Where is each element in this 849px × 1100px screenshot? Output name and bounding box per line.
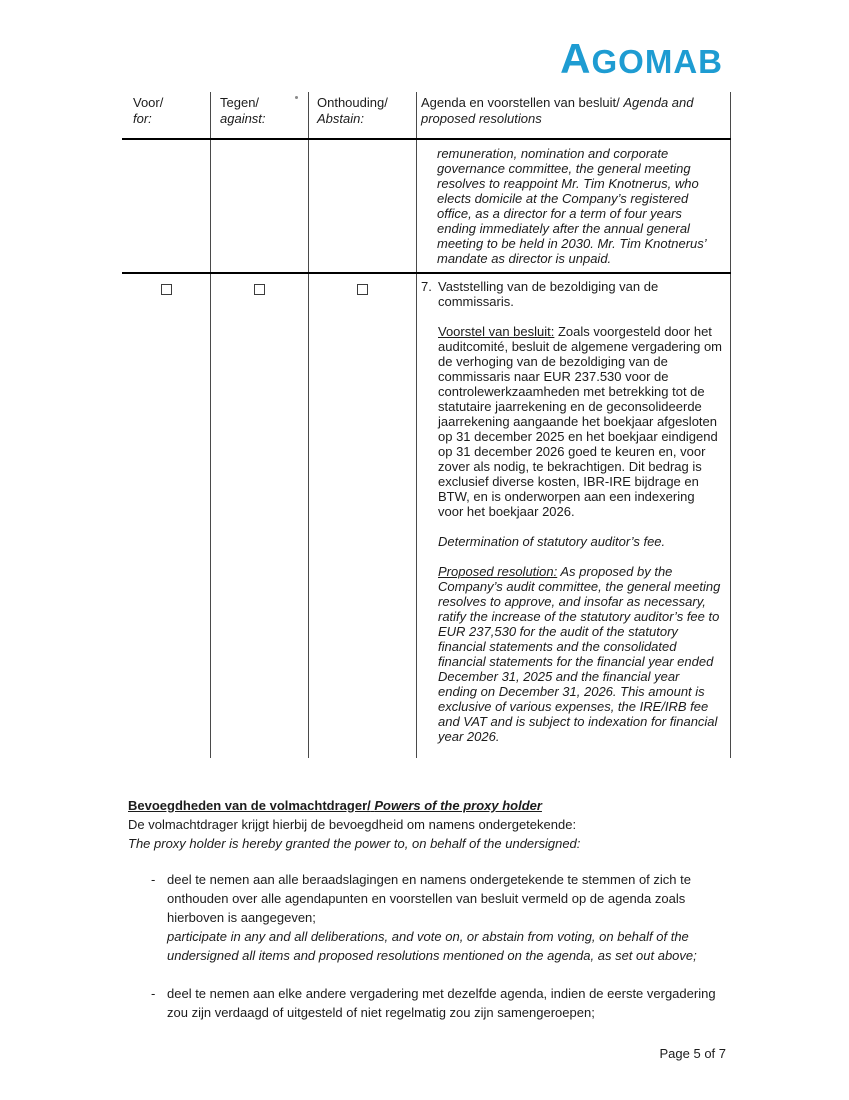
header-agenda-nl: Agenda en voorstellen van besluit/ [421, 95, 620, 110]
table-header-row [122, 92, 731, 140]
item7-proposal-en [438, 564, 722, 744]
header-tegen-en: against: [220, 111, 266, 126]
item6-continuation-text: remuneration, nomination and corporate governance committee, the general meeting resolves to reappoint Mr. Tim Knotnerus, who elects domicile at the Company’s registered office, as a director for a term of four years ending immediately after the annual general meeting to be held in 2030. Mr. Tim Knotnerus’ mandate as director is unpaid. [417, 140, 731, 272]
bullet-dash: - [151, 872, 156, 887]
powers-heading-en: Powers of the proxy holder [374, 798, 542, 813]
header-onthouding-en: Abstain: [317, 111, 364, 126]
bullet-2-text [167, 984, 729, 1022]
header-voor-nl: Voor/ [133, 95, 164, 110]
powers-heading-nl: Bevoegdheden van de volmachtdrager/ [128, 798, 371, 813]
item7-body [421, 309, 722, 744]
item7-title-line [421, 279, 722, 309]
item7-proposal-nl [438, 324, 722, 519]
item7-title-en: Determination of statutory auditor’s fee. [438, 534, 666, 549]
agomab-logo [560, 35, 723, 82]
header-tegen-nl: Tegen/ [220, 95, 260, 110]
item6-continuation-row [122, 140, 731, 274]
item7-number: 7. [421, 279, 432, 294]
proposal-nl-text: Zoals voorgesteld door het auditcomité, besluit de algemene vergadering om de verhoging van de bezoldiging van de commissaris naar EUR 237.530 voor de controlewerkzaamheden met betrekking tot de statutaire jaarrekening en de geconsolideerde jaarrekening aangaande het boekjaar afgesloten op 31 december 2025 en het boekjaar eindigend op 31 december 2026 goed te keuren en, voor zover als nodig, te bekrachtigen. Dit bedrag is exclusief diverse kosten, IBR-IRE bijdrage en BTW, en is onderworpen aan een indexering voor het boekjaar 2026. [438, 324, 723, 519]
proposal-en-text: As proposed by the Company’s audit committee, the general meeting resolves to approve, and insofar as necessary, ratify the increase of the statutory auditor’s fee to EUR 237,530 for the audit of the statutory financial statements and the consolidated financial statements for the financial year ended December 31, 2025 and the financial year ending on December 31, 2026. This amount is exclusive of various expenses, the IRE/IRB fee and VAT and is subject to indexation for financial year 2026. [438, 564, 721, 744]
list-item [128, 984, 729, 1022]
bullet-dash: - [151, 986, 156, 1001]
bullet-1-text [167, 870, 729, 965]
item7-body-gutter [421, 309, 438, 744]
bullet-1-nl: deel te nemen aan alle beraadslagingen en namens ondergetekende te stemmen of zich te onthouden over alle agendapunten en voorstellen van besluit vermeld op de agenda zoals hierboven is aangegeven; [167, 872, 691, 925]
item7-body-text [438, 309, 722, 744]
header-onthouding-nl: Onthouding/ [317, 95, 388, 110]
item6-voor-cell [122, 140, 211, 272]
powers-bullet-list [128, 870, 729, 1022]
item7-row [122, 274, 731, 758]
list-item [128, 870, 729, 965]
checkbox-tegen[interactable] [254, 284, 265, 295]
proposal-nl-label: Voorstel van besluit: [438, 324, 555, 339]
item7-voor-cell [122, 274, 211, 758]
powers-section [128, 796, 729, 1022]
item7-title-nl: Vaststelling van de bezoldiging van de commissaris. [438, 279, 659, 309]
bullet-1-en: participate in any and all deliberations, and vote on, or abstain from voting, on behalf of the undersigned all items and proposed resolutions mentioned on the agenda, as set out above; [167, 929, 697, 963]
item7-agenda-cell [417, 274, 731, 758]
header-tegen [211, 92, 309, 138]
header-voor-en: for: [133, 111, 152, 126]
header-onthouding [309, 92, 417, 138]
checkbox-onthouding[interactable] [357, 284, 368, 295]
powers-heading [128, 796, 729, 815]
page-number: Page 5 of 7 [659, 1046, 726, 1061]
powers-intro-nl: De volmachtdrager krijgt hierbij de bevoegdheid om namens ondergetekende: [128, 817, 577, 832]
header-agenda-en: Agenda and proposed resolutions [421, 95, 694, 126]
item7-tegen-cell [211, 274, 309, 758]
bullet-2-nl: deel te nemen aan elke andere vergadering met dezelfde agenda, indien de eerste vergadering zou zijn verdaagd of uitgesteld of niet regelmatig zou zijn samengeroepen; [167, 986, 716, 1020]
logo-first-letter: A [560, 35, 592, 82]
item6-onthouding-cell [309, 140, 417, 272]
voting-table [122, 92, 731, 758]
logo-rest: GOMAB [591, 43, 723, 80]
header-agenda [417, 92, 731, 138]
powers-intro-en: The proxy holder is hereby granted the power to, on behalf of the undersigned: [128, 836, 581, 851]
proposal-en-label: Proposed resolution: [438, 564, 558, 579]
checkbox-voor[interactable] [161, 284, 172, 295]
header-voor [122, 92, 211, 138]
item7-onthouding-cell [309, 274, 417, 758]
item6-tegen-cell [211, 140, 309, 272]
